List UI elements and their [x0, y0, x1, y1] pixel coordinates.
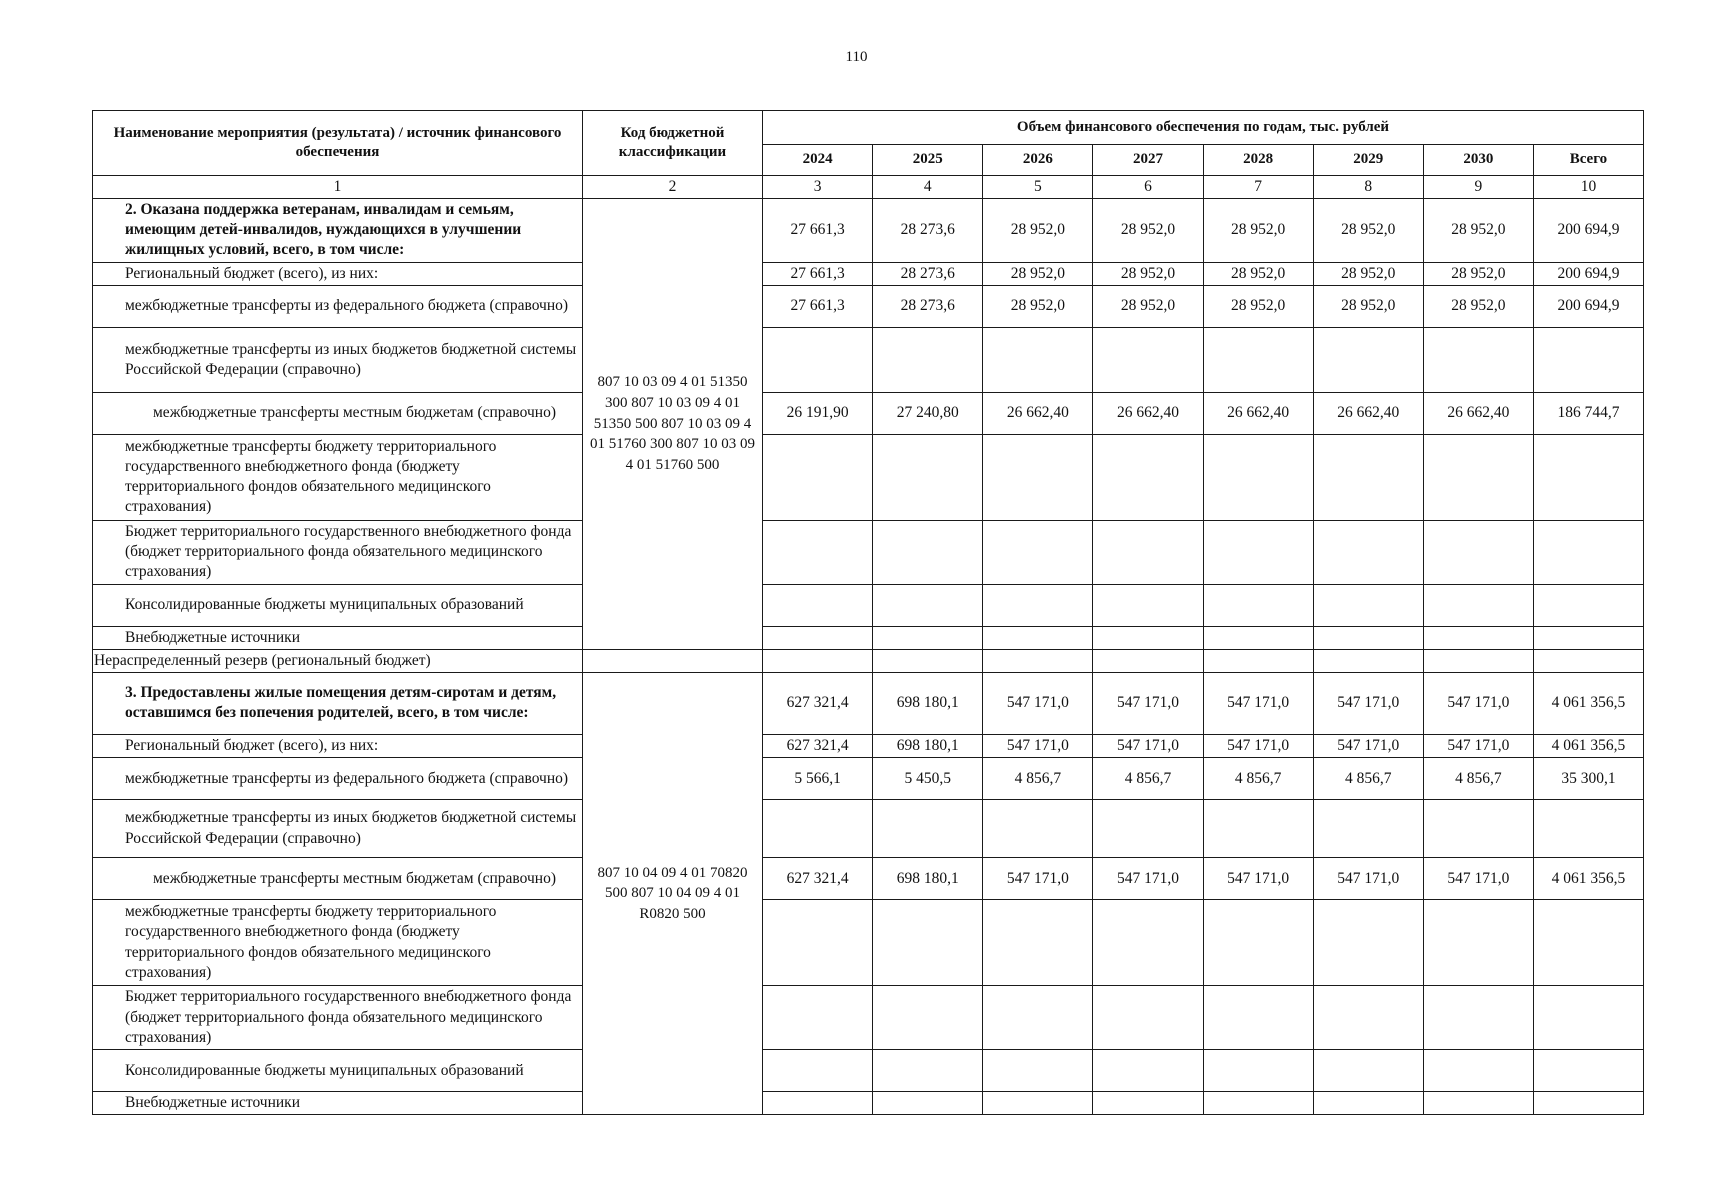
cell-value: 547 171,0	[1423, 734, 1533, 757]
cell-value: 28 952,0	[1093, 285, 1203, 327]
column-number: 8	[1313, 176, 1423, 199]
cell-value: 547 171,0	[1203, 672, 1313, 734]
cell-value	[1423, 986, 1533, 1050]
cell-value: 186 744,7	[1533, 392, 1643, 434]
column-number: 5	[983, 176, 1093, 199]
cell-value: 28 273,6	[873, 262, 983, 285]
cell-value	[1203, 1050, 1313, 1092]
cell-value: 26 662,40	[1093, 392, 1203, 434]
cell-value	[873, 584, 983, 626]
cell-value	[1533, 800, 1643, 858]
table-row	[93, 672, 1644, 734]
cell-value: 5 566,1	[763, 758, 873, 800]
cell-value: 28 952,0	[1313, 262, 1423, 285]
cell-value: 547 171,0	[1423, 672, 1533, 734]
cell-value: 27 661,3	[763, 285, 873, 327]
table-row	[93, 734, 1644, 757]
cell-value: 4 856,7	[1313, 758, 1423, 800]
header-year: 2026	[983, 145, 1093, 176]
section-3	[93, 672, 1644, 1114]
cell-value	[763, 626, 873, 649]
cell-value: 547 171,0	[983, 672, 1093, 734]
cell-value	[873, 900, 983, 986]
cell-value	[873, 434, 983, 520]
table-row	[93, 584, 1644, 626]
cell-value: 547 171,0	[1093, 734, 1203, 757]
header-year: 2024	[763, 145, 873, 176]
column-number: 1	[93, 176, 583, 199]
cell-value: 4 061 356,5	[1533, 672, 1643, 734]
cell-value	[1203, 626, 1313, 649]
row-label: Нераспределенный резерв (региональный бюджет)	[93, 649, 583, 672]
cell-value	[983, 434, 1093, 520]
row-label: Бюджет территориального государственного внебюджетного фонда (бюджет территориального фонда обязательного медицинского страхования)	[93, 520, 583, 584]
cell-value	[1093, 800, 1203, 858]
row-label: Бюджет территориального государственного внебюджетного фонда (бюджет территориального фонда обязательного медицинского страхования)	[93, 986, 583, 1050]
cell-value: 28 952,0	[983, 262, 1093, 285]
row-label: межбюджетные трансферты бюджету территориального государственного внебюджетного фонда (бюджету территориального фондов обязательного медицинского страхования)	[93, 900, 583, 986]
table-row	[93, 800, 1644, 858]
table-header	[93, 111, 1644, 199]
cell-value	[1533, 327, 1643, 392]
cell-value	[1423, 626, 1533, 649]
cell-value	[1423, 520, 1533, 584]
cell-value	[1423, 900, 1533, 986]
row-label: межбюджетные трансферты местным бюджетам (справочно)	[93, 858, 583, 900]
reserve-row	[93, 649, 1644, 672]
cell-value: 547 171,0	[1093, 858, 1203, 900]
table-row	[93, 1050, 1644, 1092]
financing-table	[92, 110, 1644, 1115]
cell-value: 28 952,0	[1203, 262, 1313, 285]
cell-value	[1533, 520, 1643, 584]
column-number: 7	[1203, 176, 1313, 199]
header-year: 2027	[1093, 145, 1203, 176]
cell-value	[1423, 434, 1533, 520]
cell-value: 28 952,0	[1093, 199, 1203, 262]
column-number: 6	[1093, 176, 1203, 199]
cell-value: 698 180,1	[873, 858, 983, 900]
row-label: Внебюджетные источники	[93, 1092, 583, 1115]
cell-value	[1423, 584, 1533, 626]
cell-value: 27 661,3	[763, 262, 873, 285]
column-number-row	[93, 176, 1644, 199]
header-year: 2029	[1313, 145, 1423, 176]
cell-value	[763, 900, 873, 986]
cell-value: 627 321,4	[763, 734, 873, 757]
cell-value	[1423, 327, 1533, 392]
column-number: 3	[763, 176, 873, 199]
table-row	[93, 626, 1644, 649]
table-row	[93, 1092, 1644, 1115]
cell-value: 28 952,0	[983, 199, 1093, 262]
cell-value	[983, 1050, 1093, 1092]
row-label: Региональный бюджет (всего), из них:	[93, 734, 583, 757]
cell-value	[1533, 626, 1643, 649]
cell-value	[1203, 800, 1313, 858]
row-label: Консолидированные бюджеты муниципальных образований	[93, 584, 583, 626]
cell-value: 5 450,5	[873, 758, 983, 800]
cell-value: 547 171,0	[1313, 734, 1423, 757]
table-row	[93, 199, 1644, 262]
cell-value: 200 694,9	[1533, 285, 1643, 327]
header-total: Всего	[1533, 145, 1643, 176]
cell-value	[1533, 900, 1643, 986]
cell-value: 547 171,0	[1423, 858, 1533, 900]
cell-value: 26 662,40	[1313, 392, 1423, 434]
cell-value	[873, 800, 983, 858]
row-label: 2. Оказана поддержка ветеранам, инвалидам и семьям, имеющим детей-инвалидов, нуждающихся в улучшении жилищных условий, всего, в том числе:	[93, 199, 583, 262]
cell-value	[763, 800, 873, 858]
column-number: 2	[583, 176, 763, 199]
cell-value	[1423, 800, 1533, 858]
cell-value	[1093, 520, 1203, 584]
empty-cell	[1533, 649, 1643, 672]
cell-value: 28 952,0	[1093, 262, 1203, 285]
budget-code: 807 10 03 09 4 01 51350 300 807 10 03 09 4 01 51350 500 807 10 03 09 4 01 51760 300 807 10 03 09 4 01 51760 500	[583, 199, 763, 650]
cell-value: 547 171,0	[1203, 734, 1313, 757]
cell-value	[1533, 434, 1643, 520]
cell-value	[983, 1092, 1093, 1115]
cell-value: 547 171,0	[983, 858, 1093, 900]
cell-value: 28 952,0	[983, 285, 1093, 327]
cell-value	[1313, 584, 1423, 626]
cell-value: 28 952,0	[1313, 285, 1423, 327]
cell-value	[873, 1092, 983, 1115]
cell-value	[983, 584, 1093, 626]
row-label: Региональный бюджет (всего), из них:	[93, 262, 583, 285]
cell-value	[1423, 1050, 1533, 1092]
cell-value: 627 321,4	[763, 858, 873, 900]
empty-cell	[583, 649, 763, 672]
empty-cell	[763, 649, 873, 672]
cell-value	[1093, 434, 1203, 520]
cell-value	[1313, 800, 1423, 858]
cell-value: 627 321,4	[763, 672, 873, 734]
empty-cell	[873, 649, 983, 672]
cell-value	[1533, 1050, 1643, 1092]
column-number: 9	[1423, 176, 1533, 199]
cell-value: 200 694,9	[1533, 199, 1643, 262]
page-number: 110	[845, 49, 868, 65]
cell-value	[983, 900, 1093, 986]
empty-cell	[1313, 649, 1423, 672]
cell-value: 547 171,0	[1093, 672, 1203, 734]
cell-value	[1313, 1092, 1423, 1115]
table-row	[93, 858, 1644, 900]
cell-value	[983, 800, 1093, 858]
empty-cell	[1093, 649, 1203, 672]
cell-value: 4 061 356,5	[1533, 734, 1643, 757]
table-row	[93, 327, 1644, 392]
budget-code: 807 10 04 09 4 01 70820 500 807 10 04 09 4 01 R0820 500	[583, 672, 763, 1114]
cell-value	[1093, 986, 1203, 1050]
header-year: 2028	[1203, 145, 1313, 176]
cell-value: 547 171,0	[1203, 858, 1313, 900]
row-label: 3. Предоставлены жилые помещения детям-сиротам и детям, оставшимся без попечения родителей, всего, в том числе:	[93, 672, 583, 734]
header-volume: Объем финансового обеспечения по годам, тыс. рублей	[763, 111, 1644, 145]
table-row	[93, 392, 1644, 434]
cell-value	[1093, 1092, 1203, 1115]
cell-value	[763, 1050, 873, 1092]
row-label: межбюджетные трансферты из иных бюджетов бюджетной системы Российской Федерации (справочно)	[93, 327, 583, 392]
cell-value	[873, 520, 983, 584]
cell-value: 4 856,7	[1423, 758, 1533, 800]
cell-value	[873, 1050, 983, 1092]
cell-value: 26 662,40	[1203, 392, 1313, 434]
cell-value	[1203, 327, 1313, 392]
cell-value	[1093, 1050, 1203, 1092]
cell-value: 4 856,7	[1203, 758, 1313, 800]
cell-value	[1313, 520, 1423, 584]
cell-value	[1423, 1092, 1533, 1115]
cell-value	[1313, 900, 1423, 986]
cell-value: 28 952,0	[1203, 199, 1313, 262]
cell-value: 698 180,1	[873, 734, 983, 757]
cell-value	[1533, 1092, 1643, 1115]
empty-cell	[983, 649, 1093, 672]
cell-value	[763, 327, 873, 392]
cell-value: 26 191,90	[763, 392, 873, 434]
cell-value	[1093, 900, 1203, 986]
cell-value	[1093, 584, 1203, 626]
cell-value	[983, 520, 1093, 584]
cell-value: 28 952,0	[1203, 285, 1313, 327]
cell-value	[983, 626, 1093, 649]
cell-value: 28 952,0	[1313, 199, 1423, 262]
table-row	[93, 986, 1644, 1050]
cell-value	[873, 626, 983, 649]
cell-value	[1203, 1092, 1313, 1115]
table-row	[93, 900, 1644, 986]
cell-value	[1533, 986, 1643, 1050]
row-label: межбюджетные трансферты местным бюджетам (справочно)	[93, 392, 583, 434]
row-label: Консолидированные бюджеты муниципальных образований	[93, 1050, 583, 1092]
cell-value: 698 180,1	[873, 672, 983, 734]
cell-value	[763, 520, 873, 584]
empty-cell	[1423, 649, 1533, 672]
cell-value	[1313, 626, 1423, 649]
cell-value: 27 240,80	[873, 392, 983, 434]
row-label: межбюджетные трансферты из иных бюджетов бюджетной системы Российской Федерации (справочно)	[93, 800, 583, 858]
column-number: 10	[1533, 176, 1643, 199]
cell-value	[1533, 584, 1643, 626]
cell-value: 547 171,0	[983, 734, 1093, 757]
header-code: Код бюджетной классификации	[583, 111, 763, 176]
header-name: Наименование мероприятия (результата) / источник финансового обеспечения	[93, 111, 583, 176]
row-label: Внебюджетные источники	[93, 626, 583, 649]
cell-value	[1313, 434, 1423, 520]
cell-value	[1313, 327, 1423, 392]
cell-value: 547 171,0	[1313, 672, 1423, 734]
cell-value: 28 273,6	[873, 199, 983, 262]
cell-value	[1313, 1050, 1423, 1092]
cell-value	[983, 986, 1093, 1050]
row-label: межбюджетные трансферты из федерального бюджета (справочно)	[93, 285, 583, 327]
header-year: 2025	[873, 145, 983, 176]
cell-value	[1203, 986, 1313, 1050]
cell-value: 26 662,40	[983, 392, 1093, 434]
cell-value	[983, 327, 1093, 392]
cell-value: 4 061 356,5	[1533, 858, 1643, 900]
cell-value: 547 171,0	[1313, 858, 1423, 900]
cell-value	[1203, 520, 1313, 584]
cell-value	[1203, 434, 1313, 520]
cell-value: 28 952,0	[1423, 285, 1533, 327]
cell-value	[763, 986, 873, 1050]
cell-value: 28 952,0	[1423, 262, 1533, 285]
cell-value: 4 856,7	[1093, 758, 1203, 800]
cell-value: 27 661,3	[763, 199, 873, 262]
cell-value: 26 662,40	[1423, 392, 1533, 434]
cell-value: 200 694,9	[1533, 262, 1643, 285]
cell-value: 28 273,6	[873, 285, 983, 327]
row-label: межбюджетные трансферты из федерального бюджета (справочно)	[93, 758, 583, 800]
table-row	[93, 262, 1644, 285]
cell-value: 4 856,7	[983, 758, 1093, 800]
cell-value: 28 952,0	[1423, 199, 1533, 262]
cell-value	[1093, 327, 1203, 392]
empty-cell	[1203, 649, 1313, 672]
cell-value	[873, 327, 983, 392]
table-row	[93, 758, 1644, 800]
cell-value	[873, 986, 983, 1050]
cell-value: 35 300,1	[1533, 758, 1643, 800]
section-2	[93, 199, 1644, 673]
cell-value	[1203, 584, 1313, 626]
row-label: межбюджетные трансферты бюджету территориального государственного внебюджетного фонда (бюджету территориального фондов обязательного медицинского страхования)	[93, 434, 583, 520]
column-number: 4	[873, 176, 983, 199]
table-row	[93, 434, 1644, 520]
table-row	[93, 285, 1644, 327]
cell-value	[763, 434, 873, 520]
cell-value	[1093, 626, 1203, 649]
cell-value	[763, 1092, 873, 1115]
table-row	[93, 520, 1644, 584]
header-year: 2030	[1423, 145, 1533, 176]
cell-value	[1313, 986, 1423, 1050]
cell-value	[1203, 900, 1313, 986]
cell-value	[763, 584, 873, 626]
